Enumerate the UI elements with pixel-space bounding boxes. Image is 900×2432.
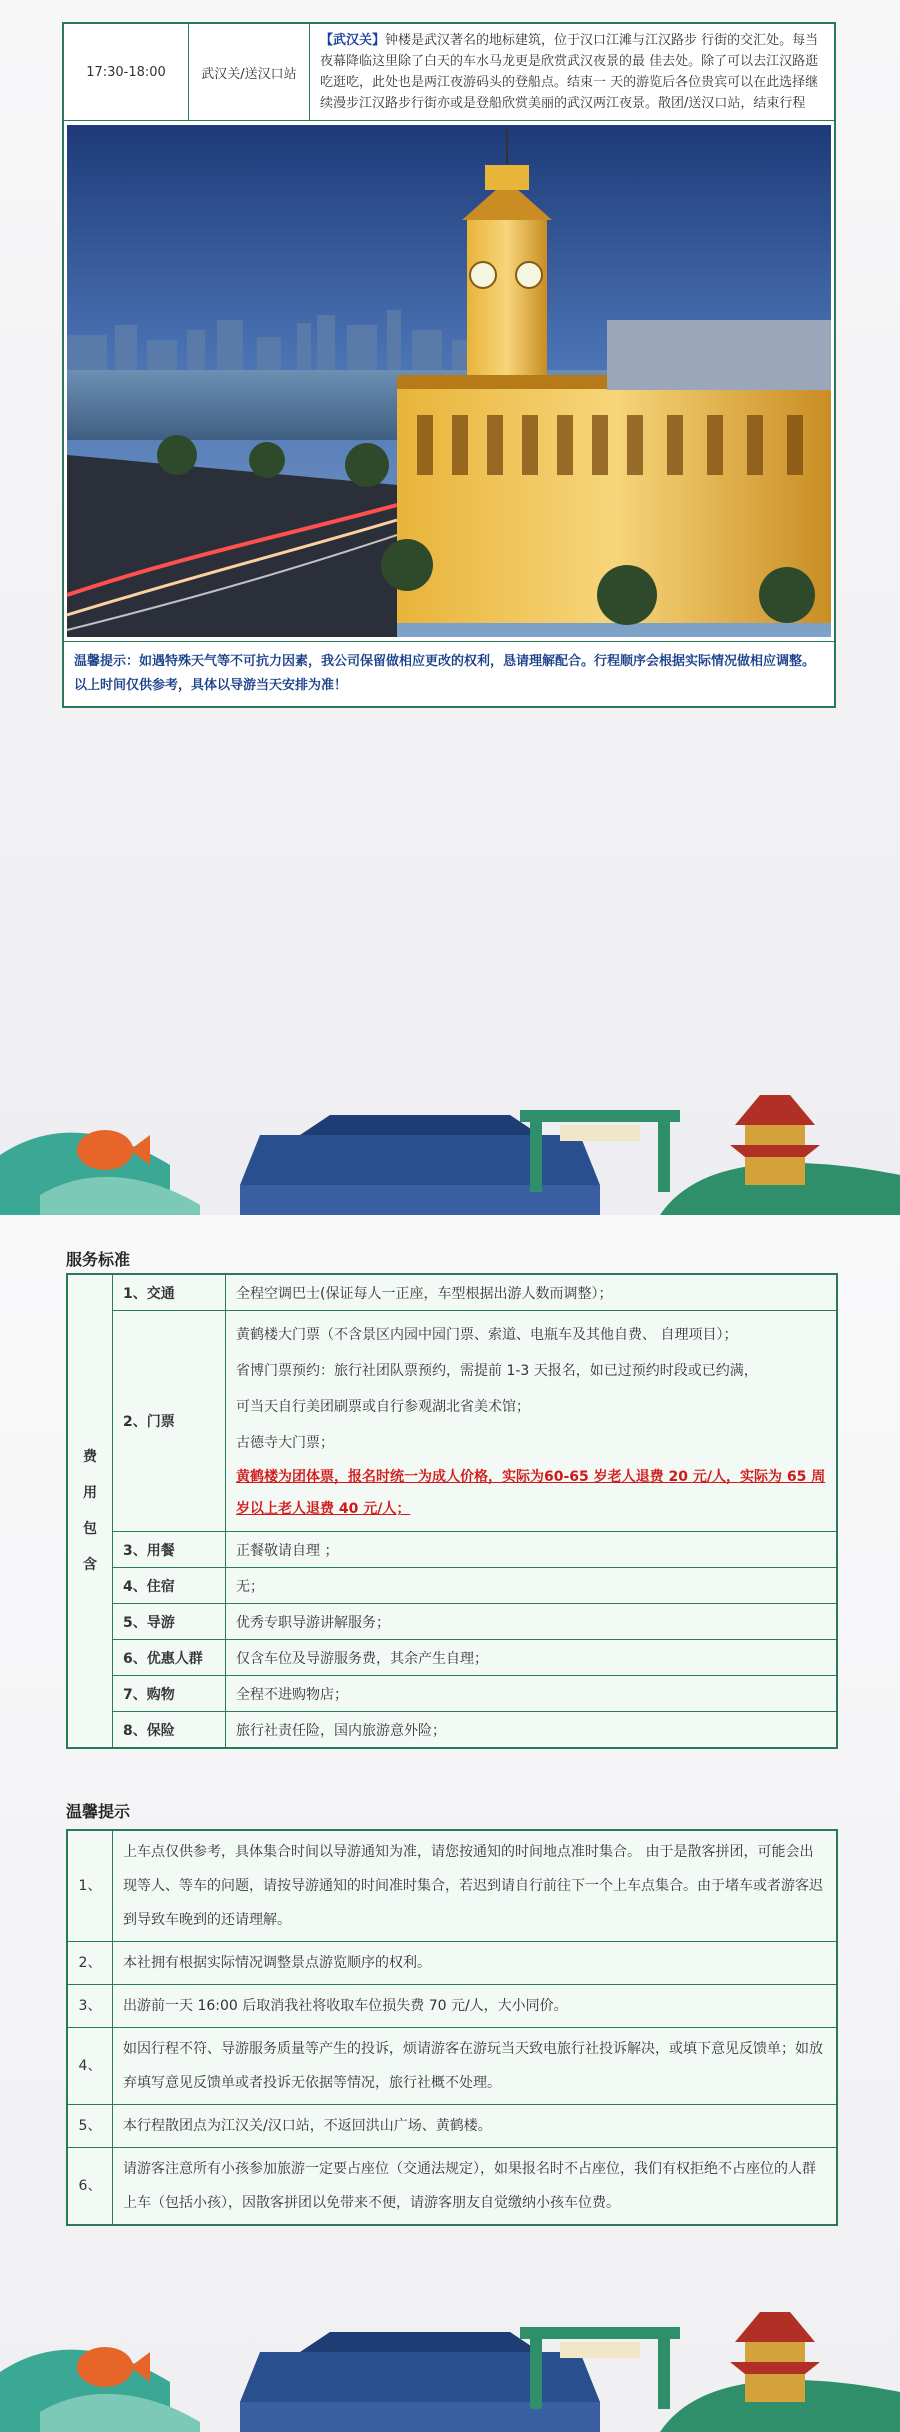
itinerary-highlight: 【武汉关】 [320,33,386,48]
service-content: 无； [226,1568,838,1604]
koi-fish-icon [77,2347,133,2387]
service-item: 2、门票 [113,1311,226,1532]
service-content: 优秀专职导游讲解服务； [226,1604,838,1640]
service-content: 正餐敬请自理 ； [226,1532,838,1568]
service-item: 8、保险 [113,1712,226,1749]
tips-row: 5、 本行程散团点为江汉关/汉口站，不返回洪山广场、黄鹤楼。 [67,2105,837,2148]
ticket-content: 黄鹤楼大门票（不含景区内园中园门票、索道、电瓶车及其他自费、 自理项目）； 省博门票预约：旅行社团队票预约，需提前 1-3 天报名，如已过预约时段或已约满， 可当天自行美团刷票或自行参观湖北省美术馆； 古德寺大门票； 黄鹤楼为团体票，报名时统一为成人价格，实际为60-65 岁老人退费 20 元/人，实际为 65 周岁以上老人退费 40 元/人； [226,1311,838,1532]
tips-row: 4、 如因行程不符、导游服务质量等产生的投诉，烦请游客在游玩当天致电旅行社投诉解决，或填下意见反馈单；如放弃填写意见反馈单或者投诉无依据等情况，旅行社概不处理。 [67,2028,837,2105]
service-content: 仅含车位及导游服务费，其余产生自理； [226,1640,838,1676]
itinerary-location: 武汉关/送汉口站 [189,23,310,121]
tips-title: 温馨提示 [66,1802,131,1821]
ticket-warning: 黄鹤楼为团体票，报名时统一为成人价格，实际为60-65 岁老人退费 20 元/人，实际为 65 周岁以上老人退费 40 元/人； [236,1469,826,1517]
itinerary-time: 17:30-18:00 [63,23,189,121]
archway-icon [520,1110,680,1122]
tips-row: 1、 上车点仅供参考，具体集合时间以导游通知为准，请您按通知的时间地点准时集合。 由于是散客拼团，可能会出现等人、等车的问题，请按导游通知的时间准时集合，若迟到请自行前往下一个上车点集合。由于堵车或者游客迟到导致车晚到的还请理解。 [67,1830,837,1942]
service-title: 服务标准 [66,1250,131,1269]
tips-row: 3、 出游前一天 16:00 后取消我社将收取车位损失费 70 元/人，大小同价。 [67,1985,837,2028]
tips-table [66,1829,838,2226]
service-content: 全程不进购物店； [226,1676,838,1712]
photo-cell [63,121,835,642]
itinerary-row [63,23,835,121]
itinerary-text: 钟楼是武汉著名的地标建筑，位于汉口江滩与江汉路步 行街的交汇处。每当夜幕降临这里除了白天的车水马龙更是欣赏武汉夜景的最 佳去处。除了可以去江汉路逛吃逛吃，此处也是两江夜游码头的登船点。结束一 天的游览后各位贵宾可以在此选择继续漫步江汉路步行街亦或是登船欣赏美丽的武汉两江夜景。散团/送汉口站，结束行程 [320,33,819,111]
yellow-crane-tower-icon [735,1095,815,1125]
service-content: 旅行社责任险，国内旅游意外险； [226,1712,838,1749]
service-content: 全程空调巴士(保证每人一正座，车型根据出游人数而调整）； [226,1274,838,1311]
itinerary-page [0,0,900,1215]
service-item: 5、导游 [113,1604,226,1640]
service-item: 6、优惠人群 [113,1640,226,1676]
itinerary-description [310,23,836,121]
archway-icon [520,2327,680,2339]
yellow-crane-tower-icon [735,2312,815,2342]
fee-included-label: 费 用 包 含 [67,1274,113,1748]
service-item: 3、用餐 [113,1532,226,1568]
itinerary-table [62,22,836,708]
museum-building-icon [240,2352,600,2402]
service-item: 7、购物 [113,1676,226,1712]
decorative-banner [0,1095,900,1215]
tips-row: 6、 请游客注意所有小孩参加旅游一定要占座位（交通法规定），如果报名时不占座位，我们有权拒绝不占座位的人群上车（包括小孩），因散客拼团以免带来不便，请游客朋友自觉缴纳小孩车位费。 [67,2148,837,2226]
service-item: 1、交通 [113,1274,226,1311]
service-item: 4、住宿 [113,1568,226,1604]
decorative-banner [0,2312,900,2432]
service-table [66,1273,838,1749]
museum-building-icon [240,1135,600,1185]
tips-row: 2、 本社拥有根据实际情况调整景点游览顺序的权利。 [67,1942,837,1985]
koi-fish-icon [77,1130,133,1170]
service-page [0,1215,900,2432]
jianghan-customs-clock-tower-photo [67,125,831,637]
itinerary-tip: 温馨提示：如遇特殊天气等不可抗力因素，我公司保留做相应更改的权利，恳请理解配合。行程顺序会根据实际情况做相应调整。以上时间仅供参考，具体以导游当天安排为准！ [63,642,835,708]
